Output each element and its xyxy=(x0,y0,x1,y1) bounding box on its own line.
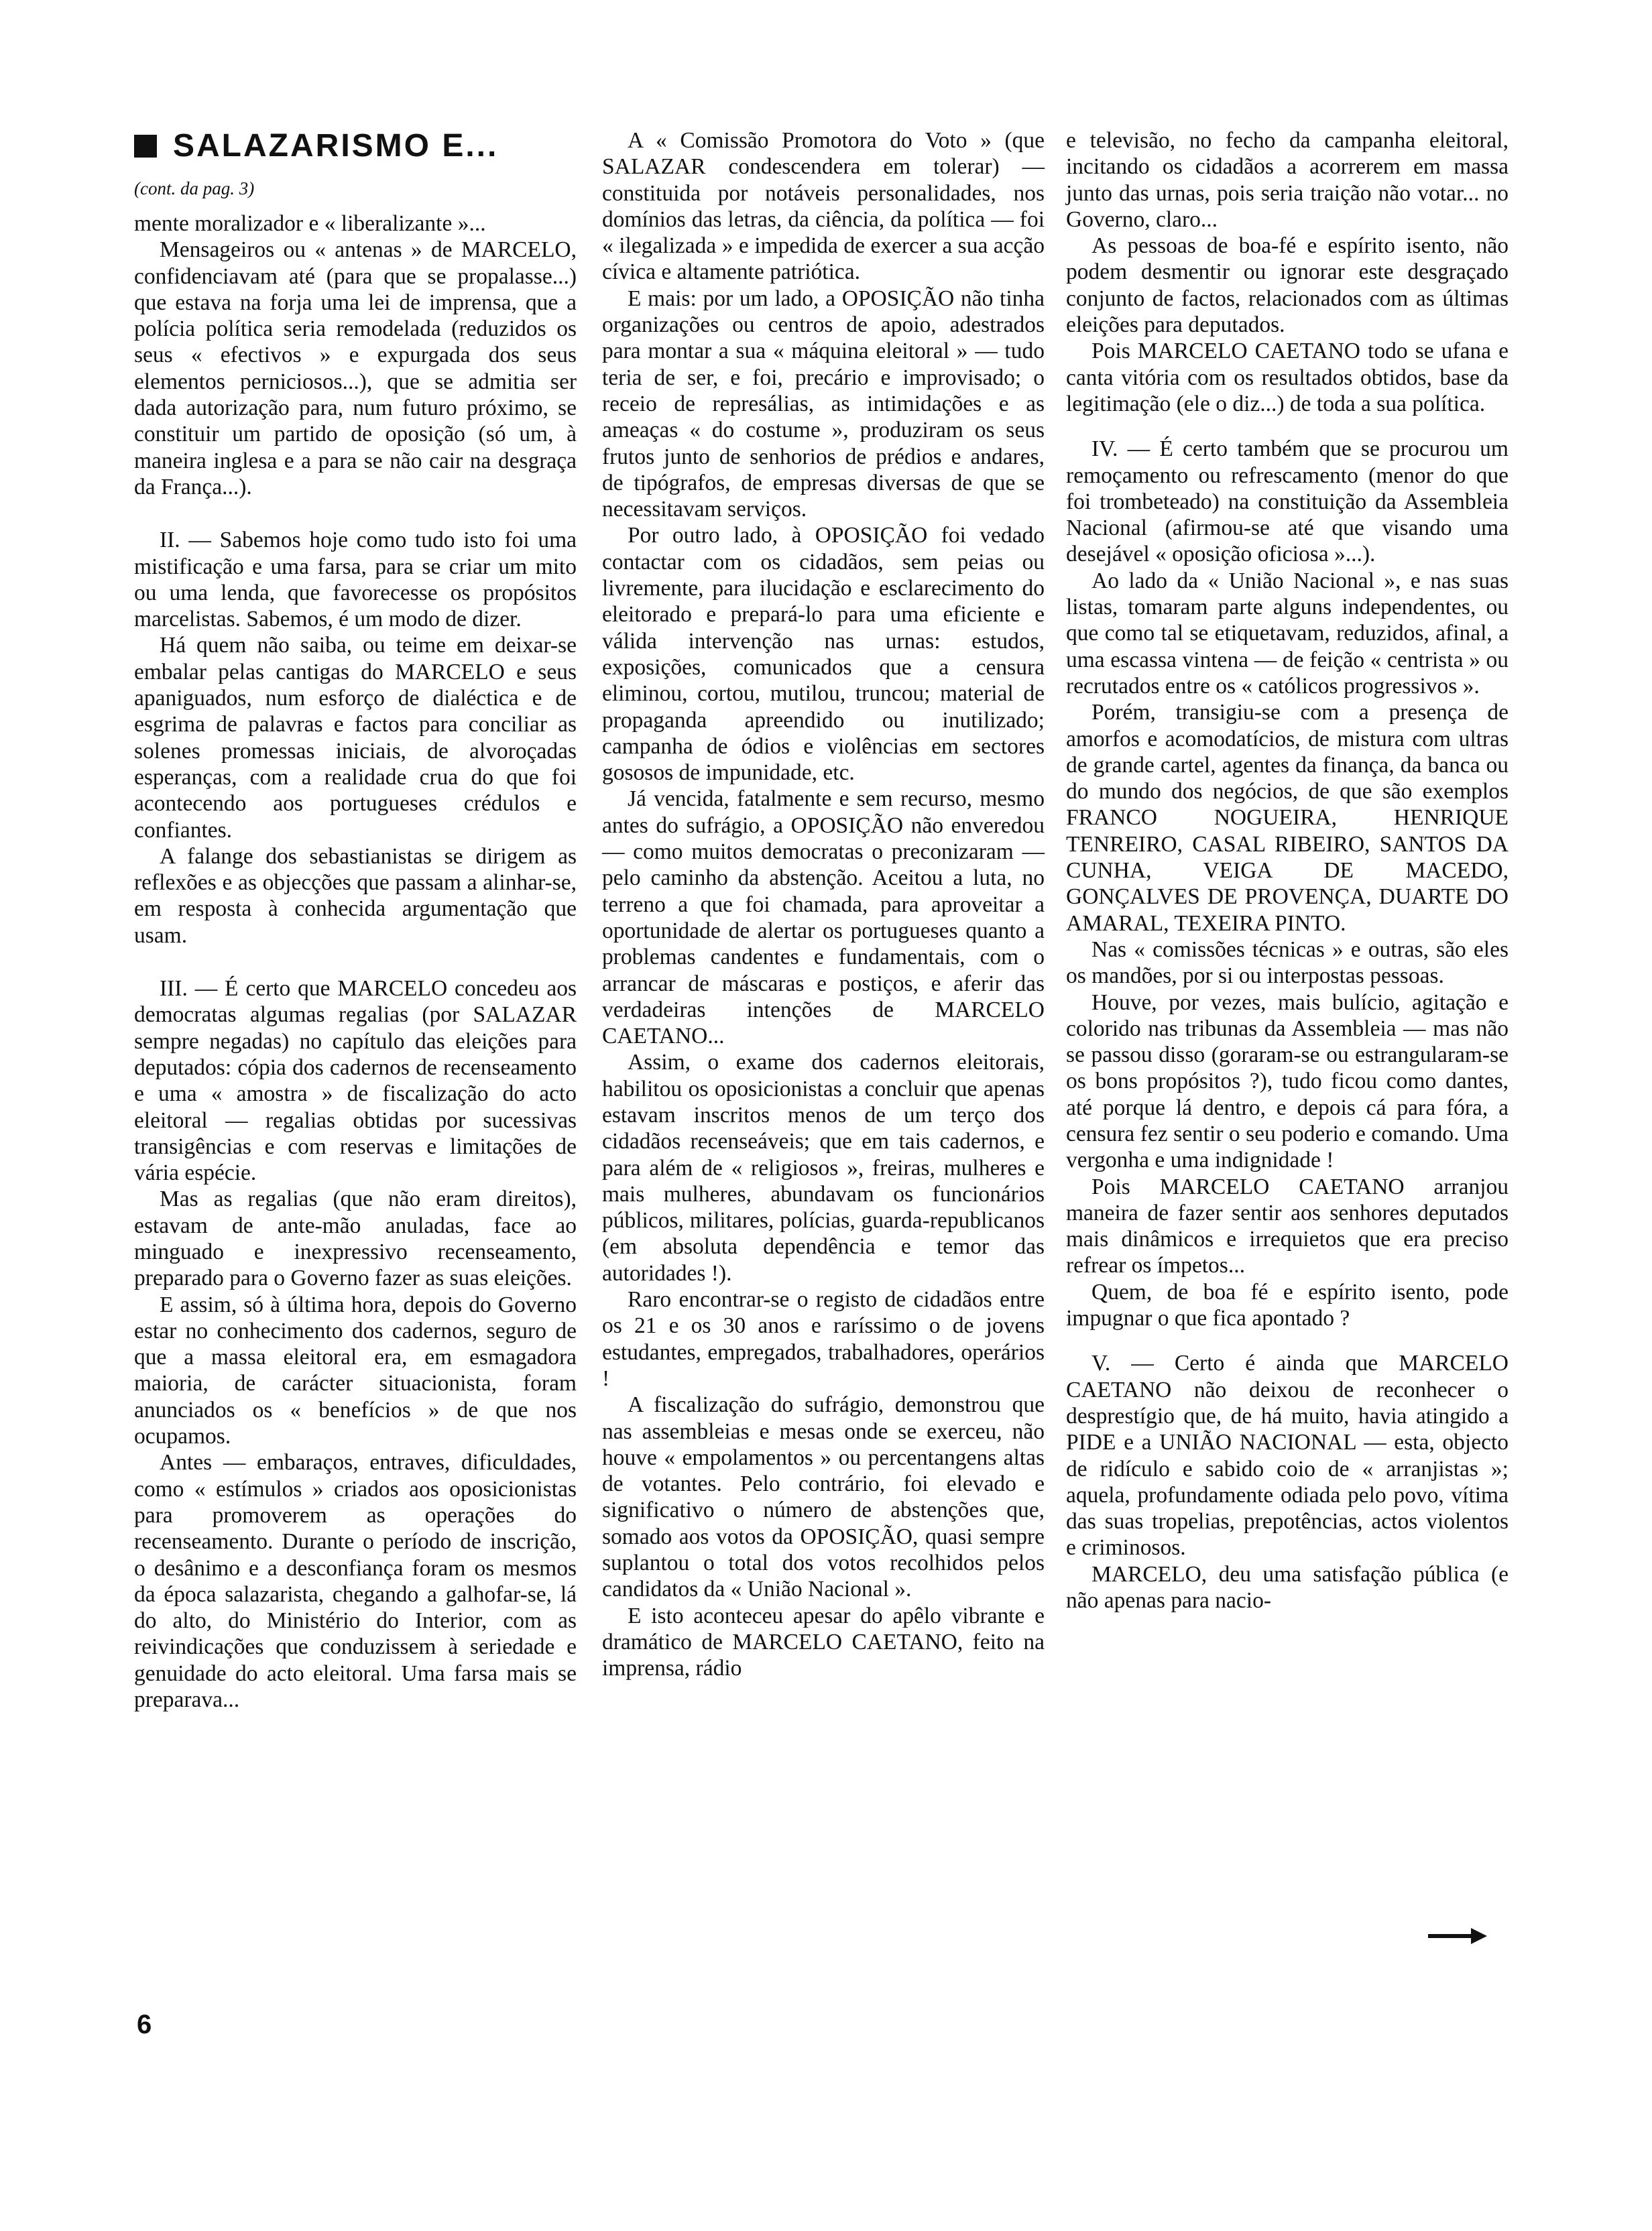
paragraph: Antes — embaraços, entraves, dificuldades, como « estímulos » criados aos oposicionistas para promoverem as operações do recenseamento. Durante o período de inscrição, o desânimo e a desconfiança foram os mesmos da época salazarista, chegando a galhofar-se, lá do alto, do Ministério do Interior, com as reivindicações que conduzissem à seriedade e genuidade do acto eleitoral. Uma farsa mais se preparava... xyxy=(134,1450,577,1713)
paragraph: Ao lado da « União Nacional », e nas suas listas, tomaram parte alguns independentes, ou que como tal se etiquetavam, reduzidos, afinal, a uma escassa vintena — de feição « centrista » ou recrutados entre os « católicos progressivos ». xyxy=(1066,568,1509,699)
paragraph: E assim, só à última hora, depois do Governo estar no conhecimento dos cadernos, seguro de que a massa eleitoral era, em esmagadora maioria, de carácter situacionista, foram anunciados os « benefícios » de que nos ocupamos. xyxy=(134,1292,577,1449)
section-iii-paragraph: III. — É certo que MARCELO concedeu aos democratas algumas regalias (por SALAZAR sempre negadas) no capítulo das eleições para deputados: cópia dos cadernos de recenseamento e uma « amostra » de fiscalização do acto eleitoral — regalias obtidas por sucessivas transigências e com reservas e limitações de vária espécie. xyxy=(134,976,577,1186)
paragraph: mente moralizador e « liberalizante »... xyxy=(134,211,486,236)
paragraph: Já vencida, fatalmente e sem recurso, mesmo antes do sufrágio, a OPOSIÇÃO não enveredou — como muitos democratas o preconizaram — pelo caminho da abstenção. Aceitou a luta, no terreno a que foi chamada, para aproveitar a oportunidade de alertar os portugueses quanto a problemas candentes e fundamentais, com o arrancar de máscaras e postiços, e aferir das verdadeiras intenções de MARCELO CAETANO... xyxy=(602,786,1045,1049)
right-arrow-icon xyxy=(1427,1925,1488,1947)
paragraph: Porém, transigiu-se com a presença de amorfos e acomodatícios, de mistura com ultras de grande cartel, agentes da finança, da banca ou do mundo dos negócios, de que são exemplos FRANCO NOGUEIRA, HENRIQUE TENREIRO, CASAL RIBEIRO, SANTOS DA CUNHA, VEIGA DE MACEDO, GONÇALVES DE PROVENÇA, DUARTE DO AMARAL, TEXEIRA PINTO. xyxy=(1066,700,1509,936)
page-number: 6 xyxy=(137,2010,152,2039)
paragraph: MARCELO, deu uma satisfação pública (e não apenas para nacio- xyxy=(1066,1561,1509,1614)
section-v-paragraph: V. — Certo é ainda que MARCELO CAETANO não deixou de reconhecer o desprestígio que, de há muito, havia atingido a PIDE e a UNIÃO NACIONAL — esta, objecto de ridículo e sabido coio de « arranjistas »; aquela, profundamente odiada pelo povo, vítima das suas tropelias, prepotências, actos violentos e criminosos. xyxy=(1066,1351,1509,1561)
article-headline xyxy=(134,127,577,165)
paragraph: Por outro lado, à OPOSIÇÃO foi vedado contactar com os cidadãos, sem peias ou livremente, para ilucidação e esclarecimento do eleitorado e prepará-lo para uma eficiente e válida intervenção nas urnas: estudos, exposições, comunicados que a censura eliminou, cortou, mutilou, truncou; material de propaganda apreendido ou inutilizado; campanha de ódios e violências em sectores gososos de impunidade, etc. xyxy=(602,523,1045,786)
paragraph: Pois MARCELO CAETANO todo se ufana e canta vitória com os resultados obtidos, base da legitimação (ele o diz...) de toda a sua política. xyxy=(1066,339,1509,416)
paragraph: e televisão, no fecho da campanha eleitoral, incitando os cidadãos a acorrerem em massa junto das urnas, pois seria traição não votar... no Governo, claro... xyxy=(1066,128,1509,232)
paragraph: Nas « comissões técnicas » e outras, são eles os mandões, por si ou interpostas pessoas. xyxy=(1066,937,1509,989)
paragraph: E isto aconteceu apesar do apêlo vibrante e dramático de MARCELO CAETANO, feito na imprensa, rádio xyxy=(602,1603,1045,1681)
headline-text: SALAZARISMO E... xyxy=(173,128,499,164)
square-bullet-icon xyxy=(134,135,157,158)
paragraph: Raro encontrar-se o registo de cidadãos entre os 21 e os 30 anos e raríssimo o de jovens estudantes, empregados, trabalhadores, operários ! xyxy=(602,1287,1045,1391)
column-3 xyxy=(1066,127,1509,1614)
paragraph: Mas as regalias (que não eram direitos), estavam de ante-mão anuladas, face ao minguado e inexpressivo recenseamento, preparado para o Governo fazer as suas eleições. xyxy=(134,1187,577,1291)
paragraph: Mensageiros ou « antenas » de MARCELO, confidenciavam até (para que se propalasse...) que estava na forja uma lei de imprensa, que a polícia política seria remodelada (reduzidos os seus « efectivos » e expurgada dos seus elementos perniciosos...), que se admitia ser dada autorização para, num futuro próximo, se constituir um partido de oposição (só um, à maneira inglesa e a para se não cair na desgraça da França...). xyxy=(134,237,577,499)
paragraph: E mais: por um lado, a OPOSIÇÃO não tinha organizações ou centros de apoio, adestrados para montar a sua « máquina eleitoral » — tudo teria de ser, e foi, precário e improvisado; o receio de represálias, as intimidações e as ameaças « do costume », produziram os seus frutos junto de senhorios de prédios e andares, de tipógrafos, de empresas diversas de que se necessitavam serviços. xyxy=(602,286,1045,522)
paragraph: Houve, por vezes, mais bulício, agitação e colorido nas tribunas da Assembleia — mas não se passou disso (goraram-se ou estrangularam-se os bons propósitos ?), tudo ficou como dantes, até porque lá dentro, e depois cá para fóra, a censura fez sentir o seu poderio e comando. Uma vergonha e uma indignidade ! xyxy=(1066,989,1509,1173)
paragraph: Há quem não saiba, ou teime em deixar-se embalar pelas cantigas do MARCELO e seus apaniguados, num esforço de dialéctica e de esgrima de palavras e factos para conciliar as solenes promessas iniciais, de alvoroçadas esperanças, com a realidade crua do que foi acontecendo aos portugueses crédulos e confiantes. xyxy=(134,633,577,843)
column-1 xyxy=(134,127,577,1713)
section-ii-paragraph: II. — Sabemos hoje como tudo isto foi uma mistificação e uma farsa, para se criar um mito ou uma lenda, que favorecesse os propósitos marcelistas. Sabemos, é um modo de dizer. xyxy=(134,528,577,632)
paragraph: A falange dos sebastianistas se dirigem as reflexões e as objecções que passam a alinhar-se, em resposta à conhecida argumentação que usam. xyxy=(134,843,577,948)
column-2 xyxy=(602,127,1045,1682)
paragraph: Assim, o exame dos cadernos eleitorais, habilitou os oposicionistas a concluir que apenas estavam inscritos menos de um terço dos cidadãos recenseáveis; que em tais cadernos, e para além de « religiosos », freiras, mulheres e mais mulheres, abundavam os funcionários públicos, militares, polícias, guarda-republicanos (em absoluta dependência e temor das autoridades !). xyxy=(602,1050,1045,1286)
continuation-note: (cont. da pag. 3) xyxy=(134,178,255,198)
paragraph: Quem, de boa fé e espírito isento, pode impugnar o que fica apontado ? xyxy=(1066,1279,1509,1331)
paragraph: A fiscalização do sufrágio, demonstrou que nas assembleias e mesas onde se exerceu, não houve « empolamentos » ou percentangens altas de votantes. Pelo contrário, foi elevado e significativo o número de abstenções que, somado aos votos da OPOSIÇÃO, quasi sempre suplantou o total dos votos recolhidos pelos candidatos da « União Nacional ». xyxy=(602,1392,1045,1602)
paragraph: Pois MARCELO CAETANO arranjou maneira de fazer sentir aos senhores deputados mais dinâmicos e irrequietos que era preciso refrear os ímpetos... xyxy=(1066,1174,1509,1278)
paragraph: As pessoas de boa-fé e espírito isento, não podem desmentir ou ignorar este desgraçado conjunto de factos, relacionados com as últimas eleições para deputados. xyxy=(1066,233,1509,338)
paragraph: A « Comissão Promotora do Voto » (que SALAZAR condescendera em tolerar) — constituida por notáveis personalidades, nos domínios das letras, da ciência, da política — foi « ilegalizada » e impedida de exercer a sua acção cívica e altamente patriótica. xyxy=(602,128,1045,285)
section-iv-paragraph: IV. — É certo também que se procurou um remoçamento ou refrescamento (menor do que foi trombeteado) na constituição da Assembleia Nacional (afirmou-se até que visando uma desejável « oposição oficiosa »...). xyxy=(1066,436,1509,567)
